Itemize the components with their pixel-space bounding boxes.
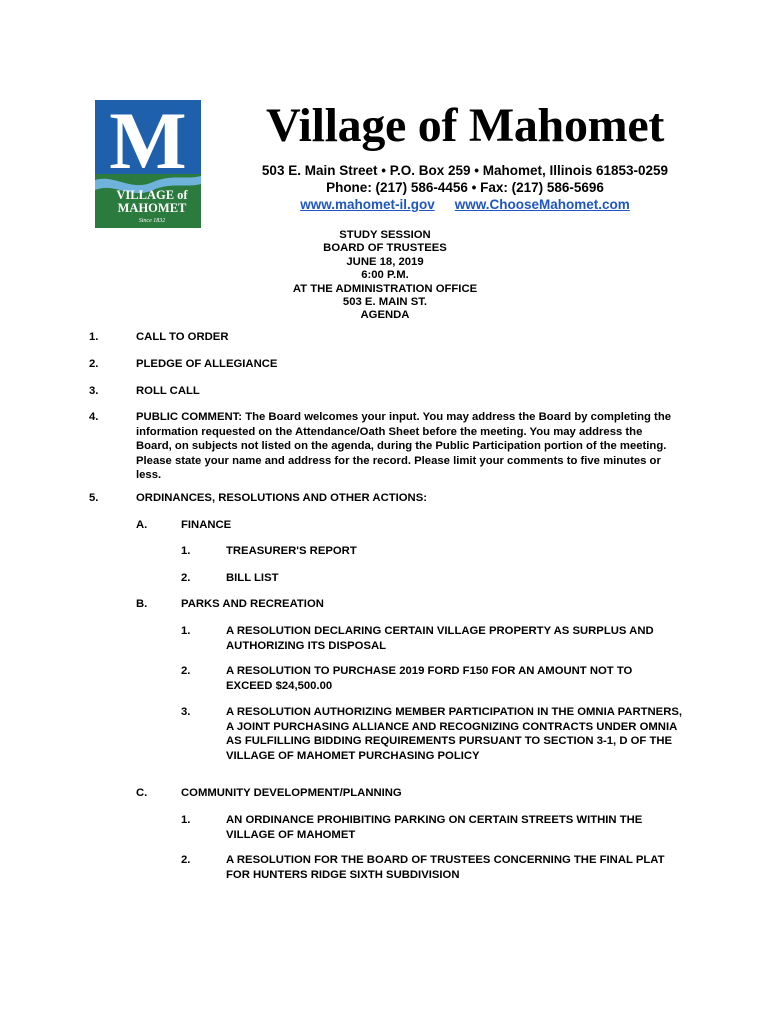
village-logo <box>95 100 201 228</box>
meeting-location: AT THE ADMINISTRATION OFFICE <box>292 282 478 295</box>
sub-item-number: 1. <box>181 545 191 557</box>
agenda-item-number: 4. <box>89 411 99 423</box>
sub-item-number: 1. <box>181 625 191 637</box>
meeting-date: JUNE 18, 2019 <box>346 255 424 268</box>
logo-text-village: VILLAGE of <box>116 188 188 202</box>
address-line: 503 E. Main Street • P.O. Box 259 • Mahomet, Illinois 61853-0259 <box>261 163 669 178</box>
section-title-community-development: COMMUNITY DEVELOPMENT/PLANNING <box>181 787 402 799</box>
agenda-item-number: 5. <box>89 492 99 504</box>
section-letter: C. <box>136 787 148 799</box>
sub-item-parking-ordinance: AN ORDINANCE PROHIBITING PARKING ON CERTAIN STREETS WITHIN THE VILLAGE OF MAHOMET <box>226 814 643 841</box>
sub-item-number: 1. <box>181 814 191 826</box>
letterhead <box>250 98 680 213</box>
agenda-item-number: 3. <box>89 385 99 397</box>
sub-item-ford-f150-resolution: A RESOLUTION TO PURCHASE 2019 FORD F150 FOR AN AMOUNT NOT TO EXCEED $24,500.00 <box>226 665 633 692</box>
section-title-parks: PARKS AND RECREATION <box>181 598 324 610</box>
sub-item-number: 2. <box>181 665 191 677</box>
meeting-type: STUDY SESSION <box>339 229 431 241</box>
sub-item-number: 2. <box>181 572 191 584</box>
agenda-item-public-comment: PUBLIC COMMENT: The Board welcomes your input. You may address the Board by completing the information requested on the Attendance/Oath Sheet before the meeting. You may address the Board, on subjects not listed on the agenda, during the Public Participation portion of the meeting. Please state your name and address for the record. Please limit your comments to five minutes or less. <box>136 411 672 482</box>
logo-letter: M <box>109 100 187 186</box>
phone-line: Phone: (217) 586-4456 • Fax: (217) 586-5696 <box>326 180 604 195</box>
section-letter: A. <box>136 519 148 531</box>
logo-text-mahomet: MAHOMET <box>117 201 187 215</box>
agenda-item-ordinances: ORDINANCES, RESOLUTIONS AND OTHER ACTIONS: <box>136 492 428 504</box>
sub-item-bill-list: BILL LIST <box>226 572 279 584</box>
agenda-item-roll-call: ROLL CALL <box>136 385 200 397</box>
sub-item-surplus-resolution: A RESOLUTION DECLARING CERTAIN VILLAGE PROPERTY AS SURPLUS AND AUTHORIZING ITS DISPOSAL <box>226 625 654 652</box>
meeting-address: 503 E. MAIN ST. <box>342 296 428 309</box>
sub-item-treasurers-report: TREASURER'S REPORT <box>226 545 357 557</box>
agenda-item-pledge: PLEDGE OF ALLEGIANCE <box>136 358 278 370</box>
agenda-item-number: 2. <box>89 358 99 370</box>
meeting-body: BOARD OF TRUSTEES <box>323 242 447 255</box>
sub-item-final-plat-resolution: A RESOLUTION FOR THE BOARD OF TRUSTEES CONCERNING THE FINAL PLAT FOR HUNTERS RIDGE SIXTH SUBDIVISION <box>226 854 665 881</box>
section-title-finance: FINANCE <box>181 519 232 531</box>
organization-name: Village of Mahomet <box>265 99 665 152</box>
agenda-item-number: 1. <box>89 331 99 343</box>
meeting-time: 6:00 P.M. <box>361 269 409 282</box>
agenda-heading: AGENDA <box>360 309 410 322</box>
logo-text-since: Since 1832 <box>138 218 166 224</box>
sub-item-omnia-resolution: A RESOLUTION AUTHORIZING MEMBER PARTICIPATION IN THE OMNIA PARTNERS, A JOINT PURCHASING ALLIANCE AND RECOGNIZING CONTRACTS UNDER OMNIA AS FULFILLING BIDDING REQUIREMENTS PURSUANT TO SECTION 3-1, D OF THE VILLAGE OF MAHOMET PURCHASING POLICY <box>226 706 683 762</box>
meeting-header <box>200 229 570 323</box>
website-link-mahomet-il[interactable]: www.mahomet-il.gov <box>300 197 435 212</box>
sub-item-number: 2. <box>181 854 191 866</box>
agenda-item-call-to-order: CALL TO ORDER <box>136 331 229 343</box>
section-letter: B. <box>136 598 148 610</box>
website-links <box>250 196 680 213</box>
website-link-choosemahomet[interactable]: www.ChooseMahomet.com <box>454 197 630 212</box>
sub-item-number: 3. <box>181 706 191 718</box>
